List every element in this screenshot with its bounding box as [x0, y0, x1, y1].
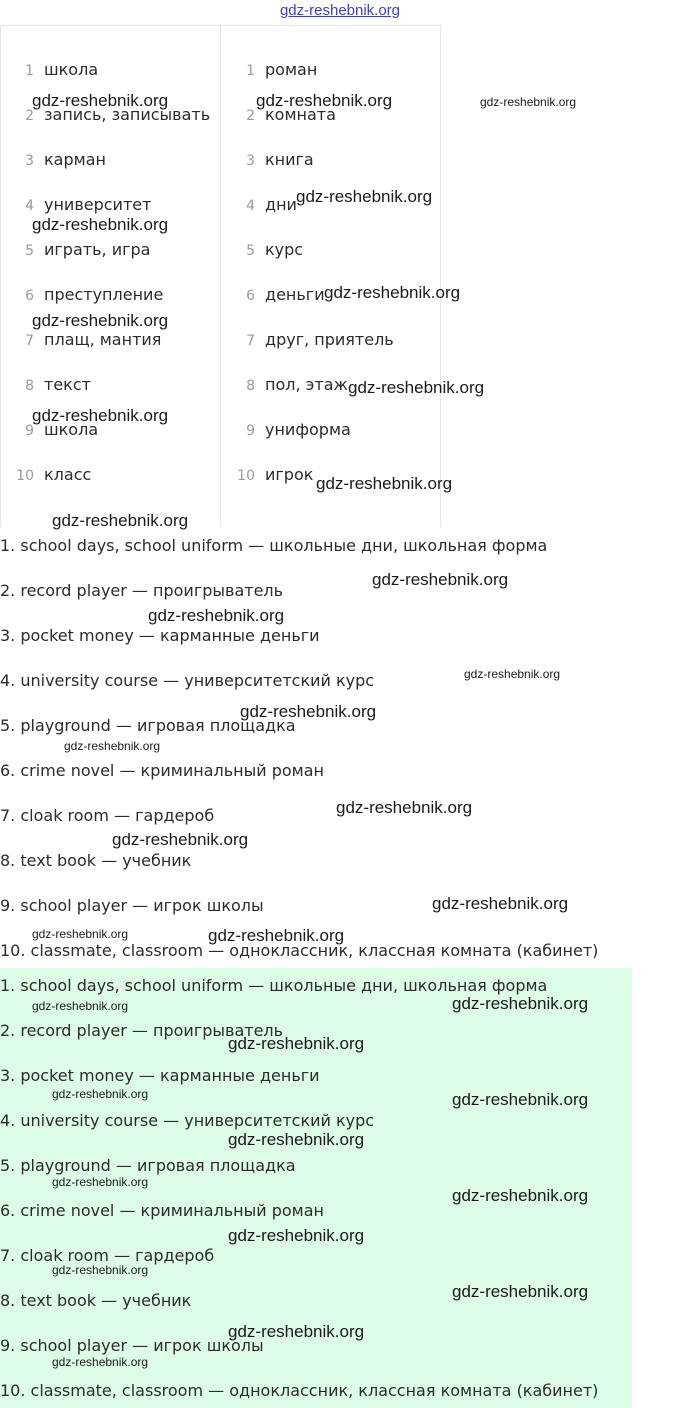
watermark: gdz-reshebnik.org — [452, 1090, 589, 1109]
watermark: gdz-reshebnik.org — [228, 1226, 365, 1245]
left-row-2: 2 запись, записывать — [25, 105, 211, 124]
answer-6: 6. crime novel — криминальный роман — [0, 761, 325, 780]
answer-4: 4. university course — университетский курс — [0, 671, 375, 690]
right-row-10: 10 игрок — [237, 465, 314, 484]
right-row-9: 9 униформа — [246, 420, 351, 439]
answer-5: 5. playground — игровая площадка — [0, 716, 296, 735]
highlighted-answer-9: 9. school player — игрок школы — [0, 1336, 264, 1355]
watermark: gdz-reshebnik.org — [452, 1186, 589, 1205]
highlighted-answer-5: 5. playground — игровая площадка — [0, 1156, 296, 1175]
highlighted-answer-2: 2. record player — проигрыватель — [0, 1021, 284, 1040]
left-row-5: 5 играть, игра — [25, 240, 151, 259]
watermark: gdz-reshebnik.org — [228, 1034, 365, 1053]
watermark: gdz-reshebnik.org — [336, 798, 473, 817]
watermark: gdz-reshebnik.org — [372, 570, 509, 589]
watermark: gdz-reshebnik.org — [316, 474, 453, 493]
highlighted-answer-6: 6. crime novel — криминальный роман — [0, 1201, 325, 1220]
highlighted-answer-8: 8. text book — учебник — [0, 1291, 192, 1310]
watermark: gdz-reshebnik.org — [148, 606, 285, 625]
left-row-1: 1 школа — [25, 60, 99, 79]
right-row-6: 6 деньги — [246, 285, 325, 304]
watermark: gdz-reshebnik.org — [52, 1087, 149, 1101]
watermark: gdz-reshebnik.org — [32, 311, 169, 330]
answer-10: 10. classmate, classroom — одноклассник, классная комната (кабинет) — [0, 941, 599, 960]
right-row-1: 1 роман — [246, 60, 318, 79]
watermark: gdz-reshebnik.org — [64, 739, 161, 753]
watermark: gdz-reshebnik.org — [480, 95, 577, 109]
left-row-9: 9 школа — [25, 420, 99, 439]
left-row-4: 4 университет — [25, 195, 152, 214]
highlighted-answer-1: 1. school days, school uniform — школьные дни, школьная форма — [0, 976, 548, 995]
watermark: gdz-reshebnik.org — [32, 999, 129, 1013]
watermark: gdz-reshebnik.org — [52, 511, 189, 530]
watermark: gdz-reshebnik.org — [432, 894, 569, 913]
left-row-3: 3 карман — [25, 150, 106, 169]
table-column-divider — [220, 25, 221, 527]
watermark: gdz-reshebnik.org — [464, 667, 561, 681]
watermark: gdz-reshebnik.org — [452, 994, 589, 1013]
answer-2: 2. record player — проигрыватель — [0, 581, 284, 600]
right-row-5: 5 курс — [246, 240, 304, 259]
watermark: gdz-reshebnik.org — [52, 1355, 149, 1369]
watermark: gdz-reshebnik.org — [228, 1322, 365, 1341]
answer-9: 9. school player — игрок школы — [0, 896, 264, 915]
site-header-link[interactable]: gdz-reshebnik.org — [279, 2, 401, 19]
right-row-3: 3 книга — [246, 150, 314, 169]
watermark: gdz-reshebnik.org — [240, 702, 377, 721]
answer-7: 7. cloak room — гардероб — [0, 806, 215, 825]
right-row-7: 7 друг, приятель — [246, 330, 394, 349]
watermark: gdz-reshebnik.org — [296, 187, 433, 206]
highlighted-answer-3: 3. pocket money — карманные деньги — [0, 1066, 320, 1085]
right-row-4: 4 дни — [246, 195, 297, 214]
highlighted-answer-4: 4. university course — университетский курс — [0, 1111, 375, 1130]
left-row-8: 8 текст — [25, 375, 91, 394]
highlighted-answer-7: 7. cloak room — гардероб — [0, 1246, 215, 1265]
watermark: gdz-reshebnik.org — [452, 1282, 589, 1301]
watermark: gdz-reshebnik.org — [52, 1263, 149, 1277]
highlighted-answer-10: 10. classmate, classroom — одноклассник, классная комната (кабинет) — [0, 1381, 599, 1400]
left-row-6: 6 преступление — [25, 285, 164, 304]
left-row-7: 7 плащ, мантия — [25, 330, 162, 349]
watermark: gdz-reshebnik.org — [256, 91, 393, 110]
watermark: gdz-reshebnik.org — [52, 1175, 149, 1189]
right-row-2: 2 комната — [246, 105, 336, 124]
watermark: gdz-reshebnik.org — [208, 926, 345, 945]
left-row-10: 10 класс — [16, 465, 92, 484]
watermark: gdz-reshebnik.org — [32, 215, 169, 234]
watermark: gdz-reshebnik.org — [32, 927, 129, 941]
watermark: gdz-reshebnik.org — [32, 91, 169, 110]
answer-3: 3. pocket money — карманные деньги — [0, 626, 320, 645]
watermark: gdz-reshebnik.org — [348, 378, 485, 397]
watermark: gdz-reshebnik.org — [32, 406, 169, 425]
answer-8: 8. text book — учебник — [0, 851, 192, 870]
watermark: gdz-reshebnik.org — [228, 1130, 365, 1149]
right-row-8: 8 пол, этаж — [246, 375, 348, 394]
watermark: gdz-reshebnik.org — [324, 283, 461, 302]
answer-1: 1. school days, school uniform — школьные дни, школьная форма — [0, 536, 548, 555]
watermark: gdz-reshebnik.org — [112, 830, 249, 849]
